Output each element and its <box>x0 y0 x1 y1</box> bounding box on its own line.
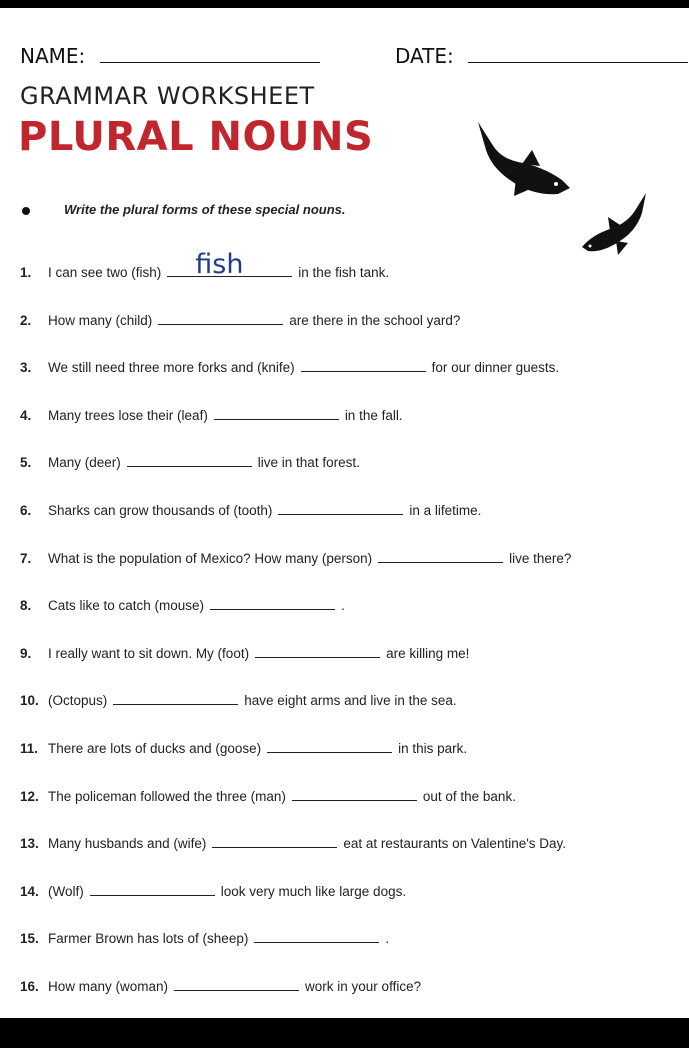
question-text: Many trees lose their (leaf) <box>48 407 208 423</box>
question-text: How many (child) <box>48 312 153 328</box>
instruction <box>22 202 345 217</box>
question-number: 15. <box>20 931 39 947</box>
answer-blank[interactable] <box>214 405 339 420</box>
question-text: Farmer Brown has lots of (sheep) <box>48 931 249 947</box>
name-blank[interactable] <box>100 44 320 63</box>
question-row <box>20 500 481 518</box>
question-row <box>20 928 389 946</box>
fish-small-icon <box>580 191 652 263</box>
question-text-after: eat at restaurants on Valentine's Day. <box>343 836 567 852</box>
question-number: 11. <box>20 741 39 756</box>
date-label: DATE: <box>395 44 454 68</box>
question-number: 6. <box>20 503 32 518</box>
question-text-after: are killing me! <box>386 645 470 661</box>
worksheet-subtitle: PLURAL NOUNS <box>18 114 374 160</box>
answer-blank[interactable] <box>90 881 215 896</box>
worksheet-page <box>0 8 689 1018</box>
question-row <box>20 738 467 756</box>
answer-blank[interactable] <box>255 643 380 658</box>
question-row <box>20 595 345 613</box>
name-label: NAME: <box>20 44 86 68</box>
question-number: 9. <box>20 645 32 661</box>
answer-blank[interactable] <box>212 833 337 848</box>
answer-blank[interactable] <box>210 595 335 610</box>
question-text-after: . <box>341 598 345 614</box>
question-row <box>20 357 559 375</box>
question-row <box>20 833 566 851</box>
question-text: How many (woman) <box>48 979 169 994</box>
question-text-after: are there in the school yard? <box>289 312 461 328</box>
instruction-text: Write the plural forms of these special nouns. <box>64 202 346 217</box>
fish-large-icon <box>470 120 575 210</box>
question-text-after: for our dinner guests. <box>431 360 560 376</box>
answer-blank[interactable] <box>127 452 252 467</box>
question-number: 1. <box>20 265 32 280</box>
question-row <box>20 249 390 280</box>
question-text-after: work in your office? <box>305 979 422 994</box>
date-field[interactable] <box>395 44 688 68</box>
question-text-after: in the fish tank. <box>298 265 390 280</box>
question-text: I really want to sit down. My (foot) <box>48 645 250 661</box>
question-text: Many (deer) <box>48 455 121 471</box>
question-text: What is the population of Mexico? How many (person) <box>48 550 373 566</box>
date-blank[interactable] <box>468 44 688 63</box>
question-number: 12. <box>20 788 39 804</box>
question-text: (Octopus) <box>48 693 108 709</box>
question-row <box>20 643 469 661</box>
answer-blank[interactable] <box>254 928 379 943</box>
question-text-after: out of the bank. <box>422 788 516 804</box>
question-text: The policeman followed the three (man) <box>48 788 286 804</box>
question-number: 7. <box>20 550 32 566</box>
question-text-after: in a lifetime. <box>409 503 482 518</box>
question-text: Sharks can grow thousands of (tooth) <box>48 503 273 518</box>
question-text-after: look very much like large dogs. <box>220 883 407 899</box>
question-text-after: in the fall. <box>344 407 403 423</box>
question-number: 10. <box>20 693 39 709</box>
question-text: Many husbands and (wife) <box>48 836 207 852</box>
question-row <box>20 881 406 899</box>
question-row <box>20 548 571 566</box>
question-text: I can see two (fish) <box>48 265 162 280</box>
question-number: 5. <box>20 455 32 471</box>
question-text-after: in this park. <box>398 741 468 756</box>
answer-blank[interactable] <box>292 786 417 801</box>
answer-blank[interactable] <box>278 500 403 515</box>
question-number: 14. <box>20 883 39 899</box>
question-number: 8. <box>20 598 32 614</box>
question-row <box>20 976 421 994</box>
question-row <box>20 310 460 328</box>
question-row <box>20 452 360 470</box>
question-number: 2. <box>20 312 32 328</box>
question-text-after: live in that forest. <box>257 455 360 471</box>
question-text: Cats like to catch (mouse) <box>48 598 205 614</box>
question-number: 3. <box>20 360 32 376</box>
question-number: 16. <box>20 979 39 994</box>
question-text-after: have eight arms and live in the sea. <box>244 693 457 709</box>
question-row <box>20 405 403 423</box>
answer-blank[interactable] <box>301 357 426 372</box>
answer-blank[interactable] <box>158 310 283 325</box>
question-number: 13. <box>20 836 39 852</box>
question-text-after: live there? <box>509 550 572 566</box>
worksheet-title: GRAMMAR WORKSHEET <box>20 82 315 110</box>
answer-blank[interactable] <box>378 548 503 563</box>
name-field[interactable] <box>20 44 320 68</box>
answer-blank[interactable] <box>113 690 238 705</box>
answer-blank[interactable] <box>167 249 292 280</box>
question-row <box>20 786 516 804</box>
answer-blank[interactable] <box>174 976 299 991</box>
question-text: We still need three more forks and (knife) <box>48 360 295 376</box>
answer-text: fish <box>195 249 244 280</box>
question-text: There are lots of ducks and (goose) <box>48 741 262 756</box>
question-row <box>20 690 457 708</box>
question-text: (Wolf) <box>48 883 84 899</box>
answer-blank[interactable] <box>267 738 392 753</box>
bullet-icon <box>22 207 30 215</box>
question-text-after: . <box>385 931 390 947</box>
question-number: 4. <box>20 407 32 423</box>
